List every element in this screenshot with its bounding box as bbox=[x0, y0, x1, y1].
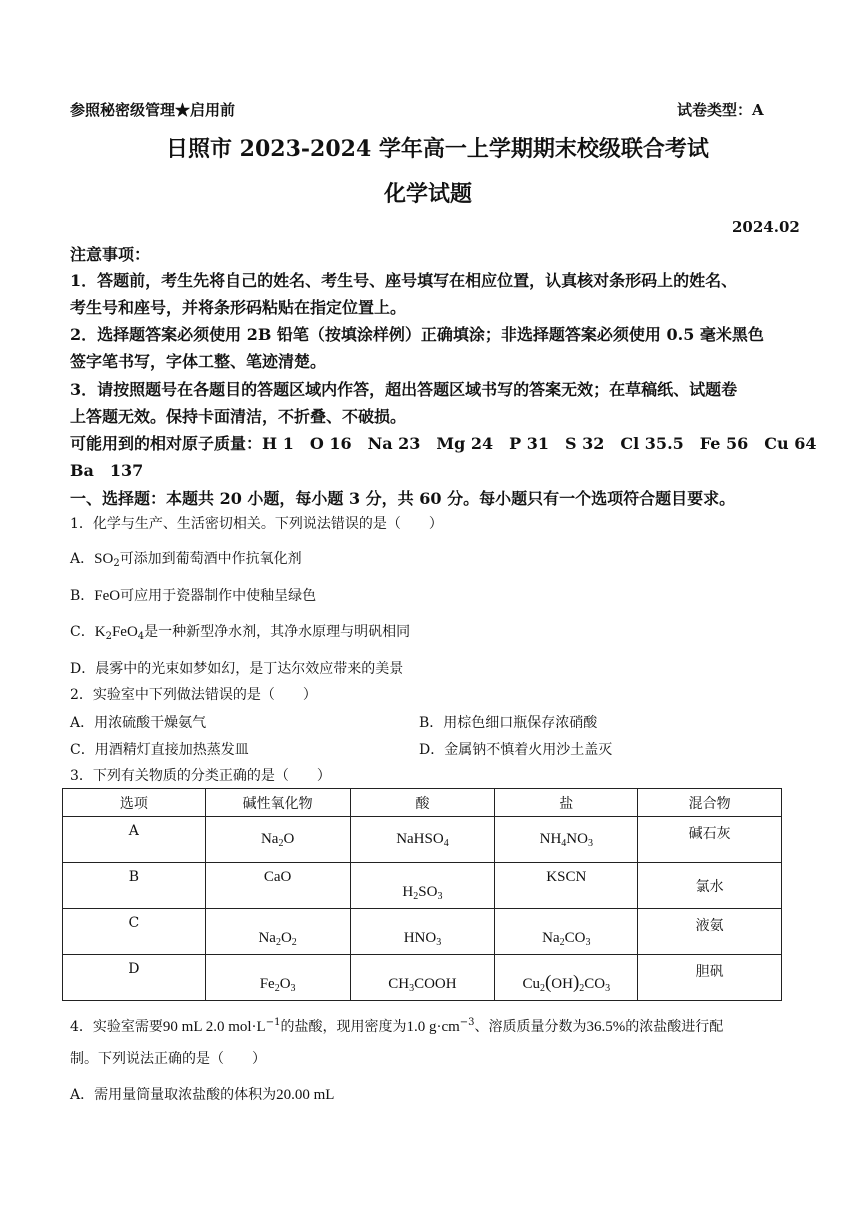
row-a-option: A bbox=[63, 817, 206, 863]
header-basic-oxide: 碱性氧化物 bbox=[205, 789, 350, 817]
atomic-masses-line-1: 可能用到的相对原子质量：H 1 O 16 Na 23 Mg 24 P 31 S 32 Cl 35.5 Fe 56 Cu 64 bbox=[70, 434, 817, 453]
q1-option-b bbox=[70, 585, 316, 605]
q1-a-formula: SO bbox=[94, 551, 114, 567]
table-header-row bbox=[63, 789, 782, 817]
q4-a-value: 20.00 mL bbox=[276, 1087, 335, 1103]
q1-option-d: D．晨雾中的光束如梦如幻，是丁达尔效应带来的美景 bbox=[70, 661, 404, 677]
row-d-acid: $CH_3COOH$ bbox=[350, 955, 495, 1001]
row-c-acid: $HNO_3$ bbox=[350, 909, 495, 955]
header-option: 选项 bbox=[63, 789, 206, 817]
q4-text-2: 的盐酸，现用密度为 bbox=[280, 1019, 407, 1035]
q1-option-a bbox=[70, 548, 302, 569]
q4-sup-1: −1 bbox=[265, 1017, 281, 1028]
q1-c-sub-2: 4 bbox=[137, 631, 145, 642]
table-row bbox=[63, 909, 782, 955]
q1-c-formula-feo: FeO bbox=[111, 624, 138, 640]
q1-stem: 1．化学与生产、生活密切相关。下列说法错误的是（ ） bbox=[70, 516, 443, 532]
header-salt: 盐 bbox=[495, 789, 638, 817]
exam-title: 日照市 2023-2024 学年高一上学期期末校级联合考试 bbox=[166, 136, 709, 162]
atomic-masses-line-2: Ba 137 bbox=[70, 461, 144, 480]
table-row bbox=[63, 817, 782, 863]
row-d-mixture: 胆矾 bbox=[638, 955, 782, 1001]
q2-option-c: C．用酒精灯直接加热蒸发皿 bbox=[70, 742, 249, 758]
section-1-heading: 一、选择题：本题共 20 小题，每小题 3 分，共 60 分。每小题只有一个选项符合题目要求。 bbox=[70, 489, 736, 508]
row-b-mixture: 氯水 bbox=[638, 863, 782, 909]
q4-option-a bbox=[70, 1084, 334, 1104]
q4-density: 1.0 g·cm bbox=[406, 1019, 460, 1035]
row-b-acid: $H_2SO_3$ bbox=[350, 863, 495, 909]
note-3-line-2: 上答题无效。保持卡面清洁，不折叠、不破损。 bbox=[70, 407, 407, 426]
q4-line-2: 制。下列说法正确的是（ ） bbox=[70, 1051, 266, 1067]
row-d-option: D bbox=[63, 955, 206, 1001]
q1-a-prefix: A． bbox=[70, 551, 95, 567]
table-row bbox=[63, 863, 782, 909]
note-1-line-1: 1．答题前，考生先将自己的姓名、考生号、座号填写在相应位置，认真核对条形码上的姓名、 bbox=[70, 271, 738, 290]
classification-table bbox=[62, 788, 782, 1001]
row-c-salt: $Na_2CO_3$ bbox=[495, 909, 638, 955]
q1-c-text: 是一种新型净水剂，其净水原理与明矾相同 bbox=[144, 624, 411, 640]
q4-text-1: 4．实验室需要 bbox=[70, 1019, 163, 1035]
row-c-option: C bbox=[63, 909, 206, 955]
notes-heading: 注意事项： bbox=[70, 245, 151, 264]
row-b-option: B bbox=[63, 863, 206, 909]
table-row bbox=[63, 955, 782, 1001]
q1-a-sub: 2 bbox=[113, 558, 120, 569]
q2-option-d: D．金属钠不慎着火用沙土盖灭 bbox=[419, 742, 613, 758]
row-c-mixture: 液氨 bbox=[638, 909, 782, 955]
note-3-line-1: 3．请按照题号在各题目的答题区域内作答，超出答题区域书写的答案无效；在草稿纸、试题卷 bbox=[70, 380, 738, 399]
q4-mass-fraction: 36.5% bbox=[586, 1019, 626, 1035]
subject-title: 化学试题 bbox=[384, 181, 473, 207]
q4-line-1 bbox=[70, 1016, 723, 1036]
header-acid: 酸 bbox=[350, 789, 495, 817]
paper-type: 试卷类型：A bbox=[677, 101, 764, 119]
q1-option-c bbox=[70, 621, 410, 642]
q1-b-text: 可应用于瓷器制作中使釉呈绿色 bbox=[120, 588, 317, 604]
row-c-oxide: $Na_2O_2$ bbox=[205, 909, 350, 955]
q4-sup-2: −3 bbox=[459, 1017, 475, 1028]
row-d-salt: $Cu_2(OH)_2CO_3$ bbox=[495, 955, 638, 1001]
q2-stem: 2．实验室中下列做法错误的是（ ） bbox=[70, 687, 317, 703]
q4-text-4: 的浓盐酸进行配 bbox=[625, 1019, 724, 1035]
note-2-line-1: 2．选择题答案必须使用 2B 铅笔（按填涂样例）正确填涂；非选择题答案必须使用 0.5 毫米黑色 bbox=[70, 325, 764, 344]
q4-text-3: 、溶质质量分数为 bbox=[474, 1019, 587, 1035]
confidentiality-note: 参照秘密级管理★启用前 bbox=[70, 101, 236, 119]
note-1-line-2: 考生号和座号，并将条形码粘贴在指定位置上。 bbox=[70, 298, 407, 317]
q1-c-formula-k: K bbox=[94, 624, 106, 640]
row-b-salt: KSCN bbox=[495, 863, 638, 909]
row-d-oxide: $Fe_2O_3$ bbox=[205, 955, 350, 1001]
q2-option-a: A．用浓硫酸干燥氨气 bbox=[70, 715, 207, 731]
note-2-line-2: 签字笔书写，字体工整、笔迹清楚。 bbox=[70, 352, 327, 371]
q1-b-prefix: B． bbox=[70, 588, 95, 604]
row-b-oxide: CaO bbox=[205, 863, 350, 909]
q1-b-formula: FeO bbox=[94, 588, 121, 604]
row-a-mixture: 碱石灰 bbox=[638, 817, 782, 863]
q2-option-b: B．用棕色细口瓶保存浓硝酸 bbox=[419, 715, 598, 731]
q4-volume-concentration: 90 mL 2.0 mol·L bbox=[162, 1019, 266, 1035]
q3-stem: 3．下列有关物质的分类正确的是（ ） bbox=[70, 768, 331, 784]
q1-c-prefix: C． bbox=[70, 624, 95, 640]
q1-a-text: 可添加到葡萄酒中作抗氧化剂 bbox=[119, 551, 302, 567]
row-a-oxide: $Na_2O$ bbox=[205, 817, 350, 863]
q1-c-sub-1: 2 bbox=[105, 631, 112, 642]
row-a-acid: NaHSO$_4$ bbox=[350, 817, 495, 863]
exam-date: 2024.02 bbox=[732, 218, 800, 236]
q4-a-text: A．需用量筒量取浓盐酸的体积为 bbox=[70, 1087, 277, 1103]
header-mixture: 混合物 bbox=[638, 789, 782, 817]
row-a-salt: $NH_4NO_3$ bbox=[495, 817, 638, 863]
